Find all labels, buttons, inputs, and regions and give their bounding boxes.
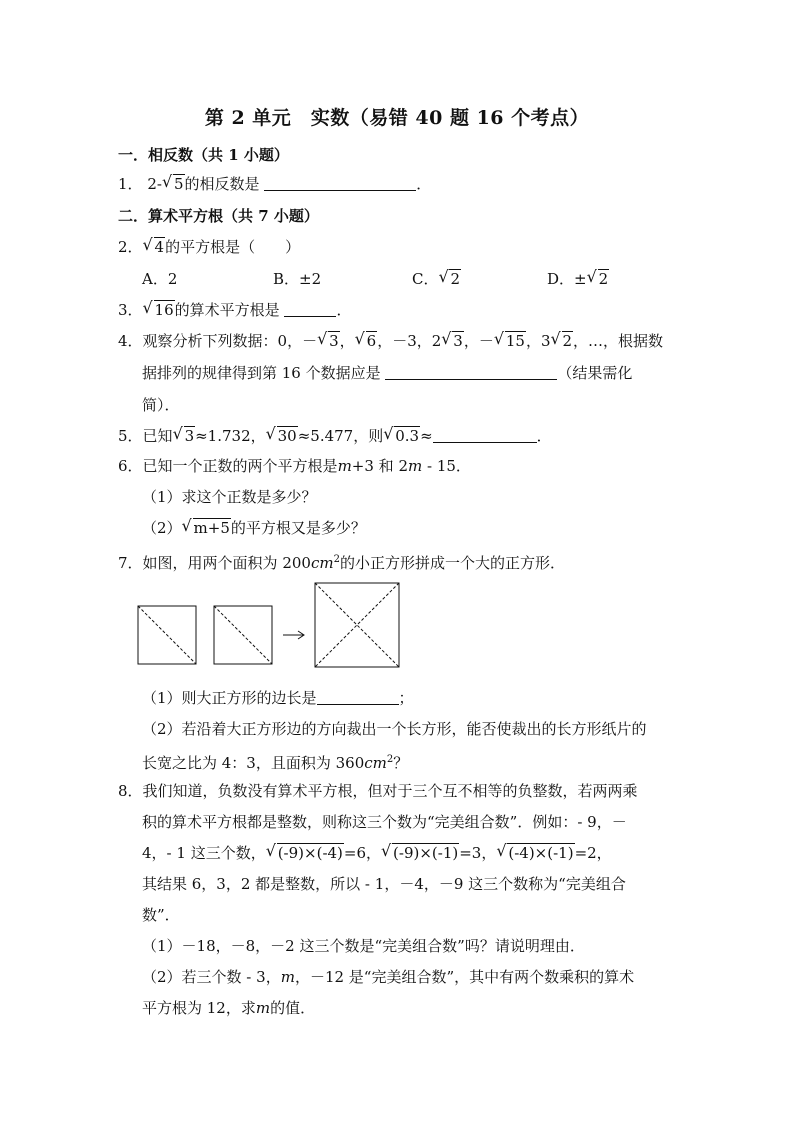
question-2-options (142, 269, 662, 289)
question-number: 5． (118, 427, 143, 445)
question-number: 3． (118, 301, 143, 319)
sqrt-expression: √ 5 (161, 172, 184, 193)
question-1: 1． 2- √ 5的相反数是 ． (118, 172, 432, 193)
question-8-line-4: 其结果 6，3，2 都是整数，所以 - 1，－4，－9 这三个数称为“完美组合 (142, 875, 626, 893)
large-square (315, 583, 399, 667)
question-8: 8．我们知道，负数没有算术平方根，但对于三个互不相等的负整数，若两两乘 (118, 782, 638, 800)
question-5: 5．已知 √ 3≈1.732， √ 30≈5.477，则 √ 0.3≈ ． (118, 424, 552, 445)
question-7-part-2-line-2: 长宽之比为 4：3，且面积为 $360cm^2$？ (142, 754, 409, 772)
question-8-part-2: （2）若三个数 - 3，m，－12 是“完美组合数”，其中有两个数乘积的算术 (142, 968, 635, 986)
question-number: 4． (118, 332, 143, 350)
question-4-line-3: 简）． (142, 396, 180, 414)
section-heading-opposite: 一．相反数（共 1 小题） (118, 146, 289, 164)
question-number: 8． (118, 782, 143, 800)
squares-figure (137, 582, 437, 672)
page-title: 第 2 单元 实数（易错 40 题 16 个考点） (204, 107, 590, 129)
small-square-2 (214, 606, 272, 664)
section-heading-sqrt: 二．算术平方根（共 7 小题） (118, 207, 319, 225)
option-d[interactable]: D．± √ 2 (547, 267, 609, 288)
question-7-part-1: （1）则大正方形的边长是 ； (142, 689, 414, 707)
question-6-part-1: （1）求这个正数是多少？ (142, 488, 317, 506)
sqrt-expression: √ 16 (142, 298, 174, 319)
answer-blank[interactable] (284, 302, 336, 317)
question-8-line-3: 4，- 1 这三个数， √ (-9)×(-4)=6， √ (-9)×(-1)=3， √ (-4)×(-1)=2， (142, 841, 612, 862)
question-number: 1． (118, 175, 143, 193)
question-8-line-2: 积的算术平方根都是整数，则称这三个数为“完美组合数”．例如：- 9，－ (142, 813, 627, 831)
option-b[interactable]: B．±2 (273, 270, 322, 288)
answer-blank[interactable] (264, 176, 416, 191)
question-8-part-1: （1）－18，－8，－2 这三个数是“完美组合数”吗？请说明理由． (142, 937, 585, 955)
question-4: 4．观察分析下列数据：0，－ √ 3， √ 6，－3，2 √ 3，－ √ 15，3 √ 2，…，根据数 (118, 329, 664, 350)
question-8-part-2-line-2: 平方根为 12，求m的值． (142, 999, 316, 1017)
question-number: 2． (118, 238, 143, 256)
arrow-icon (283, 631, 304, 639)
question-number: 6． (118, 457, 143, 475)
question-3: 3． √ 16的算术平方根是 ． (118, 298, 352, 319)
answer-blank[interactable] (433, 428, 537, 443)
question-2: 2． √ 4的平方根是（ ） (118, 235, 301, 256)
small-square-1 (138, 606, 196, 664)
option-a[interactable]: A．2 (142, 270, 178, 288)
question-6-part-2: （2） √ m+5的平方根又是多少？ (142, 516, 366, 537)
sqrt-expression: √ 4 (142, 235, 165, 256)
question-8-line-5: 数”． (142, 906, 180, 924)
question-6: 6．已知一个正数的两个平方根是m+3 和 2m - 15． (118, 457, 471, 475)
question-7-part-2: （2）若沿着大正方形边的方向裁出一个长方形，能否使裁出的长方形纸片的 (142, 720, 647, 738)
answer-blank[interactable] (385, 365, 557, 380)
question-4-line-2: 据排列的规律得到第 16 个数据应是 （结果需化 (142, 364, 633, 382)
question-7: 7．如图，用两个面积为 $200cm^2$的小正方形拼成一个大的正方形． (118, 554, 565, 572)
question-number: 7． (118, 554, 143, 572)
answer-blank[interactable] (317, 690, 399, 705)
option-c[interactable]: C． √ 2 (412, 267, 461, 288)
